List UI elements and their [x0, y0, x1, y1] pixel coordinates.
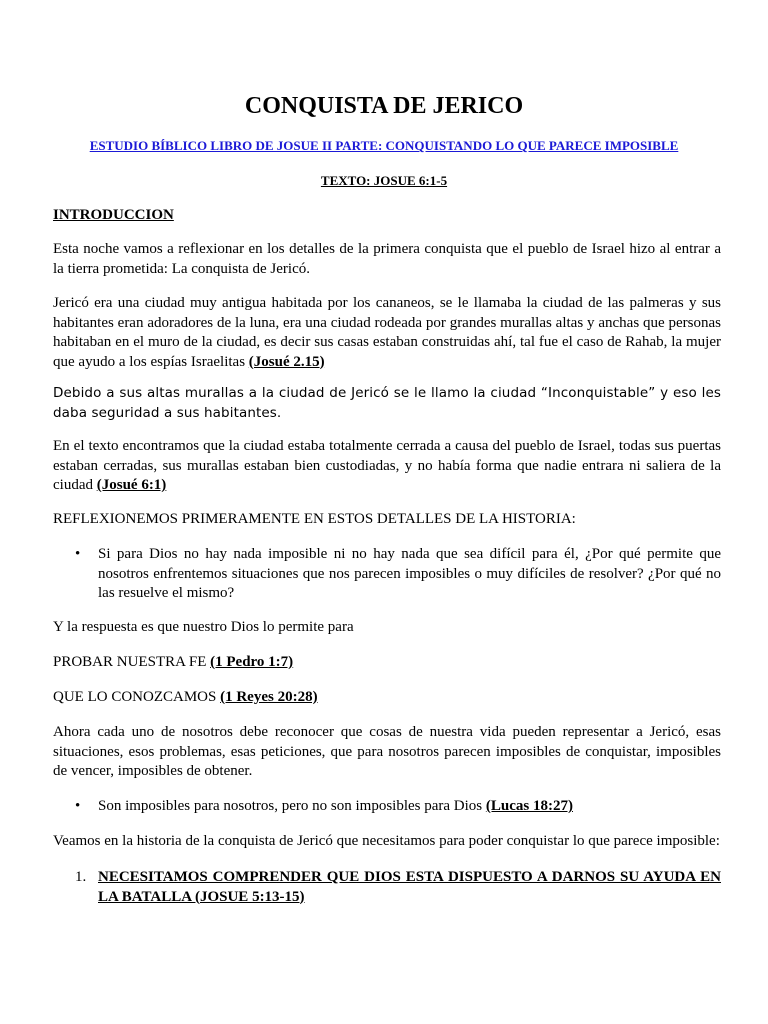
- paragraph-4-reference: (Josué 6:1): [96, 477, 167, 493]
- page-title: CONQUISTA DE JERICO: [244, 93, 524, 119]
- paragraph-9: Ahora cada uno de nosotros debe reconocer que cosas de nuestra vida pueden representar a Jericó, esas situaciones, esos problemas, esas peticiones, que para nosotros parecen imposibles de conquistar, imposibles de vencer, imposibles de obtener.: [53, 724, 721, 779]
- paragraph-7-text: PROBAR NUESTRA FE: [53, 654, 211, 670]
- list-item-1-text: NECESITAMOS COMPRENDER QUE DIOS ESTA DISPUESTO A DARNOS SU AYUDA EN LA BATALLA (JOSUE 5:13-15): [98, 869, 721, 905]
- paragraph-8: [53, 688, 721, 708]
- paragraph-2: [53, 294, 721, 372]
- paragraph-10: Veamos en la historia de la conquista de Jericó que necesitamos para poder conquistar lo que parece imposible:: [53, 833, 720, 849]
- paragraph-1: Esta noche vamos a reflexionar en los detalles de la primera conquista que el pueblo de Israel hizo al entrar a la tierra prometida: La conquista de Jericó.: [53, 241, 721, 277]
- bullet-2-reference: (Lucas 18:27): [485, 798, 573, 814]
- paragraph-6: Y la respuesta es que nuestro Dios lo permite para: [53, 619, 354, 635]
- scripture-reference-heading: TEXTO: JOSUE 6:1-5: [320, 173, 448, 188]
- paragraph-2-reference: (Josué 2.15): [248, 353, 325, 370]
- paragraph-4: [53, 437, 721, 496]
- paragraph-4-text: En el texto encontramos que la ciudad estaba totalmente cerrada a causa del pueblo de Israel, todas sus puertas estaban cerradas, sus murallas estaban bien custodiadas, y no había forma que nadie entrara ni saliera de la ciudad: [53, 438, 721, 493]
- paragraph-3: Debido a sus altas murallas a la ciudad de Jericó se le llamo la ciudad “Inconquistable” y eso les daba seguridad a sus habitantes.: [53, 385, 721, 421]
- intro-heading: INTRODUCCION: [53, 207, 174, 223]
- paragraph-7: [53, 653, 721, 673]
- subtitle-link[interactable]: ESTUDIO BÍBLICO LIBRO DE JOSUE II PARTE: CONQUISTANDO LO QUE PARECE IMPOSIBLE: [89, 138, 679, 153]
- paragraph-7-reference: (1 Pedro 1:7): [210, 654, 294, 670]
- bullet-2-text: [98, 797, 721, 817]
- list-item-1-number: 1.: [75, 869, 87, 885]
- bullet-2-marker: •: [75, 798, 81, 814]
- paragraph-8-reference: (1 Reyes 20:28): [220, 689, 318, 705]
- paragraph-2-text: Jericó era una ciudad muy antigua habitada por los cananeos, se le llamaba la ciudad de las palmeras y sus habitantes eran adoradores de la luna, era una ciudad rodeada por grandes murallas altas y anchas que personas habitaban en el muro de la ciudad, es decir sus casas estaban construidas ahí, tal fue el caso de Rahab, la mujer que ayudo a los espías Israelitas: [53, 295, 721, 370]
- bullet-1-text: Si para Dios no hay nada imposible ni no hay nada que sea difícil para él, ¿Por qué permite que nosotros enfrentemos situaciones que nos parecen imposibles o muy difíciles de resolver? ¿Por qué no las resuelve el mismo?: [98, 546, 721, 601]
- bullet-2-body: Son imposibles para nosotros, pero no son imposibles para Dios: [98, 798, 486, 814]
- paragraph-8-text: QUE LO CONOZCAMOS: [53, 689, 221, 705]
- bullet-1-marker: •: [75, 546, 81, 562]
- paragraph-5: REFLEXIONEMOS PRIMERAMENTE EN ESTOS DETALLES DE LA HISTORIA:: [53, 511, 576, 527]
